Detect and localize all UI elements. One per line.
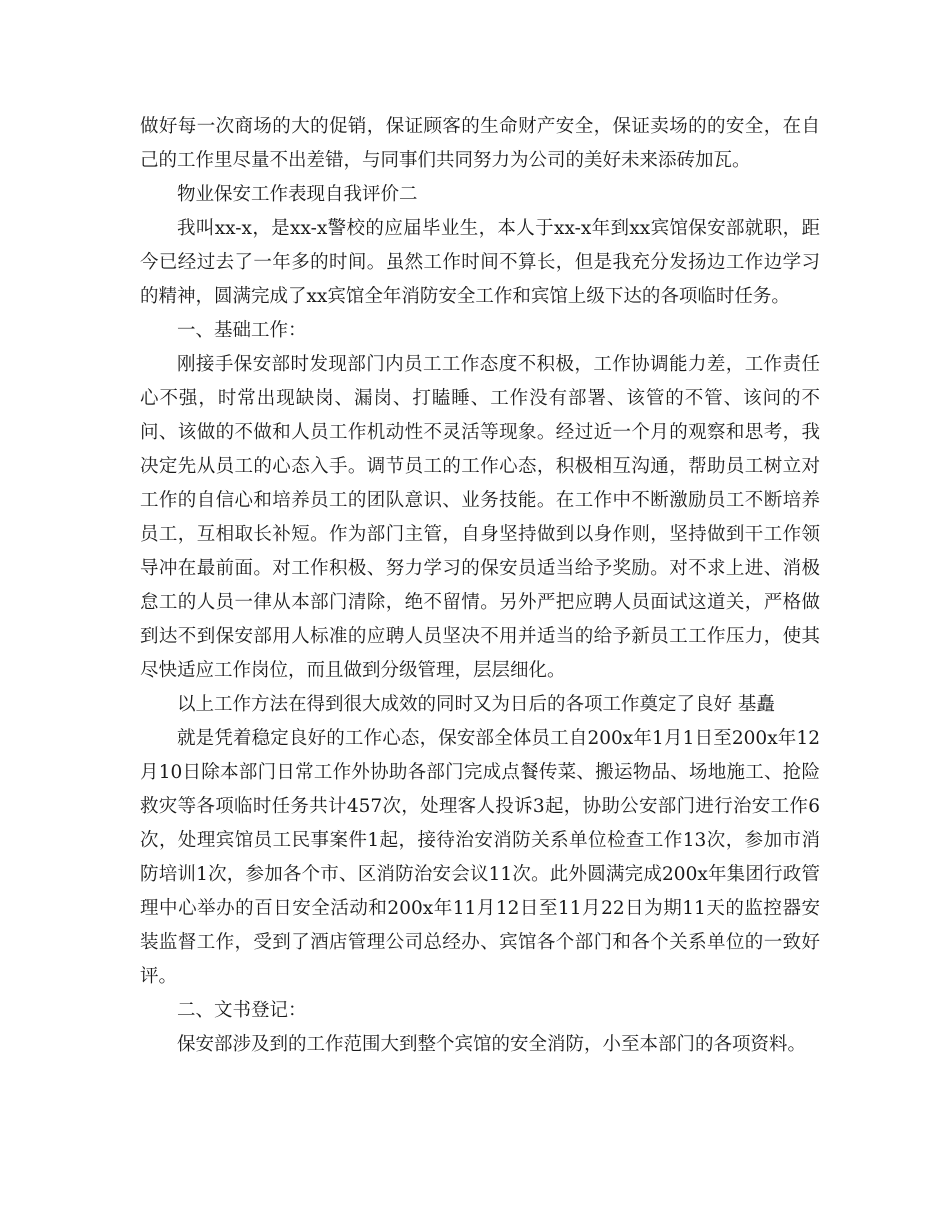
section-title: 物业保安工作表现自我评价二 [177,184,418,205]
paragraph-achievements: 就是凭着稳定良好的工作心态，保安部全体员工自200x年1月1日至200x年12月10日除本部门日常工作外协助各部门完成点餐传菜、搬运物品、场地施工、抢险救灾等各项临时任务共计457次，处理客人投诉3起，协助公安部门进行治安工作6次，处理宾馆员工民事案件1起，接待治安消防关系单位检查工作13次，参加市消防培训1次，参加各个市、区消防治安会议11次。此外圆满完成200x年集团行政管理中心举办的百日安全活动和200x年11月12日至11月22日为期11天的监控器安装监督工作，受到了酒店管理公司总经办、宾馆各个部门和各个关系单位的一致好评。 [140,728,820,987]
paragraph-document-registration: 保安部涉及到的工作范围大到整个宾馆的安全消防，小至本部门的各项资料。 [177,1034,807,1055]
paragraph-method-result: 以上工作方法在得到很大成效的同时又为日后的各项工作奠定了良好 基矗 [177,694,775,715]
paragraph-basic-work: 刚接手保安部时发现部门内员工工作态度不积极，工作协调能力差，工作责任心不强，时常出现缺岗、漏岗、打瞌睡、工作没有部署、该管的不管、该问的不问、该做的不做和人员工作机动性不灵活等现象。经过近一个月的观察和思考，我决定先从员工的心态入手。调节员工的工作心态，积极相互沟通，帮助员工树立对工作的自信心和培养员工的团队意识、业务技能。在工作中不断激励员工不断培养员工，互相取长补短。作为部门主管，自身坚持做到以身作则，坚持做到干工作领导冲在最前面。对工作积极、努力学习的保安员适当给予奖励。对不求上进、消极怠工的人员一律从本部门清除，绝不留情。另外严把应聘人员面试这道关，严格做到达不到保安部用人标准的应聘人员坚决不用并适当的给予新员工工作压力，使其尽快适应工作岗位，而且做到分级管理，层层细化。 [140,354,820,681]
document-body [140,110,820,1062]
heading-basic-work: 一、基础工作： [177,320,307,341]
heading-document-registration: 二、文书登记： [177,1000,307,1021]
paragraph-intro: 我叫xx-x，是xx-x警校的应届毕业生，本人于xx-x年到xx宾馆保安部就职，距今已经过去了一年多的时间。虽然工作时间不算长，但是我充分发扬边工作边学习的精神，圆满完成了xx宾馆全年消防安全工作和宾馆上级下达的各项临时任务。 [140,218,820,307]
paragraph-continuation: 做好每一次商场的大的促销，保证顾客的生命财产安全，保证卖场的的安全，在自己的工作里尽量不出差错，与同事们共同努力为公司的美好未来添砖加瓦。 [140,116,820,171]
